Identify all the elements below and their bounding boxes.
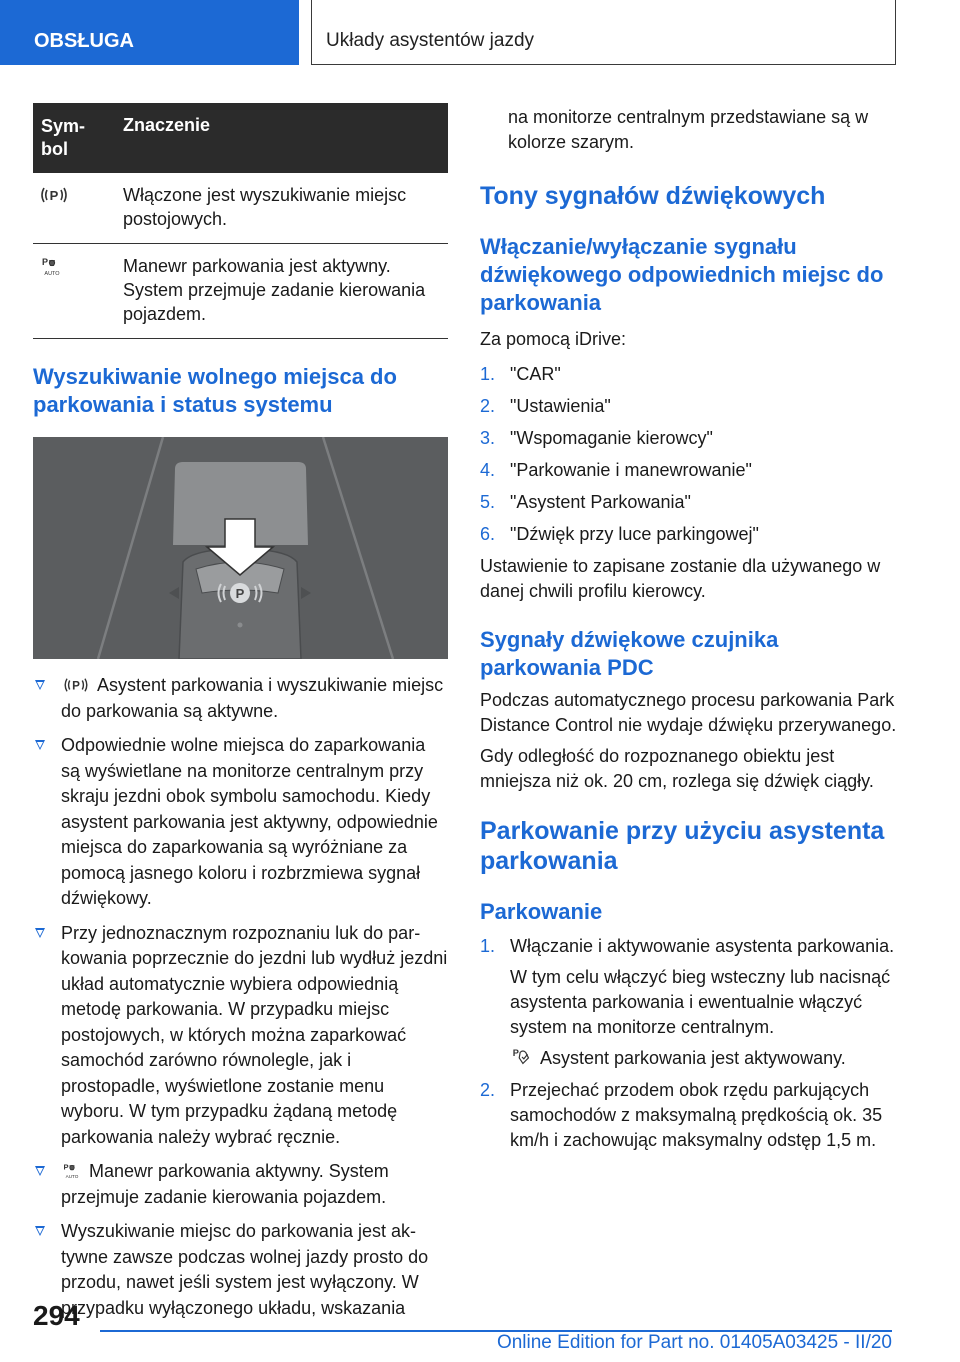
subheading-pdc: Sygnały dźwiękowe czujnika parkowania PDC — [480, 627, 779, 680]
svg-text:P: P — [49, 188, 59, 203]
list-item — [480, 426, 900, 451]
step-number: 6. — [480, 524, 496, 544]
svg-text:P: P — [512, 1048, 519, 1059]
step-number: 2. — [480, 396, 496, 416]
profile-note: Ustawienie to zapisane zostanie dla używanego w danej chwili profilu kierowcy. — [480, 556, 881, 601]
svg-text:P: P — [63, 1162, 69, 1172]
list-item — [480, 490, 900, 515]
svg-text:P: P — [42, 257, 49, 267]
svg-text:AUTO: AUTO — [65, 1173, 79, 1179]
step-text: "Parkowanie i manewrowanie" — [510, 460, 752, 480]
table-cell-icon — [33, 244, 123, 339]
step-number: 1. — [480, 364, 496, 384]
list-item — [480, 362, 900, 387]
list-item — [480, 934, 900, 1071]
table-cell-icon — [33, 173, 123, 244]
table-header — [33, 103, 448, 173]
step-text: Włączanie i aktywowanie asystenta parkowania. — [510, 936, 895, 956]
bullet-text: Przy jednoznacznym rozpoznaniu luk do parkowania poprzecznie do jezdni lub wydłuż jezdni układ automatycznie wybiera odpowiednią metodę parkowania. W przypadku miejsc postojowych, w których można zaparkować samochód zarówno równolegle, jak i prostopadle, wyświetlone zostanie menu wyboru. W tym przypadku żądaną metodę parkowania należy wybrać ręcznie. — [61, 922, 448, 1147]
meaning-column-header: Znaczenie — [123, 103, 448, 173]
list-item — [33, 733, 448, 912]
road-car-graphic — [33, 437, 448, 659]
step-number: 3. — [480, 428, 496, 448]
search-bullet-list — [33, 673, 448, 1321]
step-number: 4. — [480, 460, 496, 480]
svg-text:P: P — [235, 586, 245, 601]
parking-steps — [480, 934, 900, 1153]
svg-text:AUTO: AUTO — [44, 271, 60, 277]
section-heading-park-assist: Parkowanie przy użyciu asystenta parkowania — [480, 817, 885, 875]
step-number: 2. — [480, 1080, 496, 1100]
list-item — [480, 394, 900, 419]
table-row — [33, 173, 448, 244]
left-column — [33, 103, 448, 1330]
svg-text:P: P — [72, 679, 80, 693]
park-assist-icon — [510, 1046, 534, 1068]
list-item — [33, 1219, 448, 1321]
bullet-marker-icon — [35, 740, 45, 750]
table-row — [33, 244, 448, 339]
pdc-paragraph-2: Gdy odległość do rozpoznanego obiektu jest mniejsza niż ok. 20 cm, rozlega się dźwięk ciągły. — [480, 746, 874, 791]
section-heading-tones: Tony sygnałów dźwiękowych — [480, 182, 826, 210]
status-text: Asystent parkowania jest aktywowany. — [540, 1048, 846, 1068]
list-item — [480, 522, 900, 547]
bullet-text: Manewr parkowania aktywny. System przejmuje zadanie kierowania pojazdem. — [61, 1161, 389, 1207]
symbol-column-header: Sym- bol — [33, 103, 123, 173]
step-status — [510, 1046, 900, 1071]
parking-display-illustration — [33, 437, 448, 659]
list-item — [33, 673, 448, 724]
step-text: "Dźwięk przy luce parkingowej" — [510, 524, 759, 544]
list-item — [33, 1159, 448, 1210]
parking-sensor-icon — [39, 185, 69, 205]
step-number: 1. — [480, 936, 496, 956]
park-auto-icon — [39, 256, 65, 278]
page-number: 294 — [33, 1300, 80, 1331]
step-text: "Ustawienia" — [510, 396, 611, 416]
bullet-marker-icon — [35, 1166, 45, 1176]
symbol-table — [33, 103, 448, 339]
list-item — [480, 1078, 900, 1153]
bullet-marker-icon — [35, 680, 45, 690]
list-item — [33, 921, 448, 1151]
right-column — [480, 103, 900, 1160]
step-text: Przejechać przodem obok rzędu parkujących samochodów z maksymalną prędkością ok. 35 km/h i zachowując maksymalny odstęp 1,5 m. — [510, 1080, 883, 1150]
continued-text: na monitorze centralnym przedstawiane są w kolorze szarym. — [508, 107, 869, 152]
step-number: 5. — [480, 492, 496, 512]
step-text: "CAR" — [510, 364, 561, 384]
park-auto-icon — [61, 1161, 83, 1181]
chapter-title: Układy asystentów jazdy — [311, 0, 896, 65]
table-cell-meaning: Włączone jest wyszukiwanie miejsc postojowych. — [123, 173, 448, 244]
bullet-marker-icon — [35, 1226, 45, 1236]
table-cell-meaning: Manewr parkowania jest aktywny. System przejmuje zadanie kierowania pojazdem. — [123, 244, 448, 339]
bullet-text: Asystent parkowania i wyszukiwanie miejsc do parkowania są aktywne. — [61, 675, 444, 721]
section-heading-search: Wyszukiwanie wolnego miejsca do parkowania i status systemu — [33, 364, 397, 417]
step-text: "Asystent Parkowania" — [510, 492, 691, 512]
edition-text: Online Edition for Part no. 01405A03425 - II/20 — [496, 1332, 892, 1353]
step-detail: W tym celu włączyć bieg wsteczny lub nacisnąć asystenta parkowania i ewentualnie włączyć system na monitorze centralnym. — [510, 967, 891, 1037]
list-item — [480, 458, 900, 483]
section-tab: OBSŁUGA — [0, 0, 299, 65]
idrive-steps — [480, 362, 900, 547]
bullet-text: Odpowiednie wolne miejsca do zaparkowania są wyświetlane na monitorze centralnym przy skraju jezdni obok symbolu samochodu. Kiedy asystent parkowania jest aktywny, odpowiednie miejsca do zaparkowania są wyróżniane za pomocą jasnego koloru i rozbrzmiewa sygnał dźwiękowy. — [61, 735, 438, 908]
subheading-parking: Parkowanie — [480, 899, 603, 924]
subheading-toggle-sound: Włączanie/wyłączanie sygnału dźwiękowego odpowiednich miejsc do parkowania — [480, 234, 884, 315]
pdc-paragraph-1: Podczas automatycznego procesu parkowania Park Distance Control nie wydaje dźwięku przerywanego. — [480, 690, 897, 735]
parking-sensor-icon — [61, 676, 91, 694]
step-text: "Wspomaganie kierowcy" — [510, 428, 713, 448]
bullet-marker-icon — [35, 928, 45, 938]
bullet-text: Wyszukiwanie miejsc do parkowania jest aktywne zawsze podczas wolnej jazdy prosto do przodu, nawet jeśli system jest wyłączony. W przypadku wyłączonego układu, wskazania — [61, 1221, 429, 1318]
idrive-intro: Za pomocą iDrive: — [480, 329, 627, 349]
